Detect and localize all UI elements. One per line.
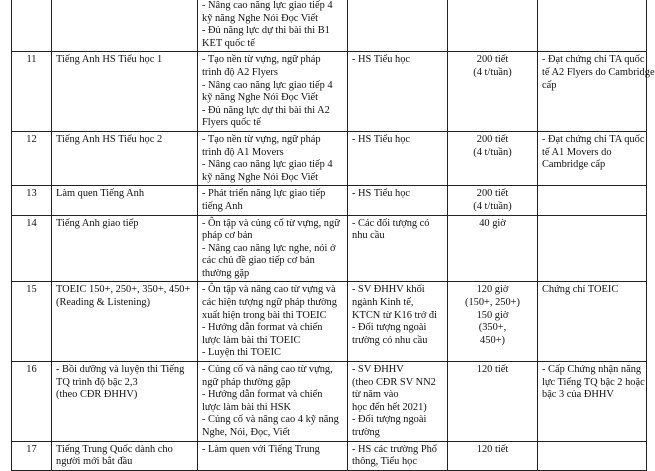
row-number-cell — [12, 441, 52, 470]
cell-line: (150+, 250+) — [464, 297, 520, 309]
cell-line: các hiện tượng ngữ pháp thường — [202, 297, 337, 309]
course-content-cell — [198, 186, 348, 215]
target-audience-cell — [348, 0, 448, 52]
course-content-cell — [198, 52, 348, 132]
cell-line: kỹ năng Nghe Nói Đọc Viết — [202, 12, 319, 24]
cell-line: Làm quen Tiếng Anh — [56, 188, 145, 200]
cell-line: 17 — [26, 443, 37, 455]
course-name-cell — [52, 52, 198, 132]
cell-line: - Tạo nền từ vựng, ngữ pháp — [202, 54, 321, 66]
cell-line: tế A1 Movers do — [542, 146, 612, 158]
cell-line: Tiếng Trung Quốc dành cho — [56, 443, 173, 455]
cell-line: (theo CĐR ĐHHV) — [56, 389, 138, 401]
cell-line: tiếng Anh — [202, 200, 243, 212]
cell-line: 14 — [26, 217, 37, 229]
cell-line: TQ trình độ bậc 2,3 — [56, 376, 138, 388]
cell-line: - Đạt chứng chỉ TA quốc — [542, 54, 645, 66]
cell-line: 15 — [26, 284, 37, 296]
course-content-cell — [198, 0, 348, 52]
cell-line: KET quốc tế — [202, 37, 255, 49]
cell-line: các chủ đề giao tiếp cơ bản — [202, 255, 315, 267]
cell-line: - Nâng cao năng lực giao tiếp 4 — [202, 79, 333, 91]
target-audience-cell — [348, 215, 448, 282]
table-row — [12, 131, 647, 185]
cell-line: Chứng chỉ TOEIC — [542, 284, 619, 296]
cell-line: Tiếng Anh giao tiếp — [56, 217, 139, 229]
target-audience-cell — [348, 131, 448, 185]
cell-line: lực Tiếng TQ bậc 2 hoặc — [542, 376, 645, 388]
row-number-cell — [12, 52, 52, 132]
cell-line: - Đủ năng lực dự thi bài thi B1 — [202, 25, 330, 37]
cell-line: 120 tiết — [476, 364, 509, 376]
table-row — [12, 52, 647, 132]
cell-line: - Làm quen với Tiếng Trung — [202, 443, 320, 455]
cell-line: 13 — [26, 188, 37, 200]
cell-line: - Đạt chứng chỉ TA quốc — [542, 133, 645, 145]
cell-line: trình độ A2 Flyers — [202, 66, 278, 78]
cell-line: - Củng cố và nâng cao 4 kỹ năng — [202, 414, 339, 426]
cell-line: (4 t/tuần) — [473, 146, 512, 158]
table-row — [12, 0, 647, 52]
target-audience-cell — [348, 441, 448, 470]
cell-line: tế A2 Flyers do Cambridge — [542, 66, 655, 78]
cell-line: - Củng cố và nâng cao từ vựng, — [202, 364, 333, 376]
cell-line: ngữ pháp thường gặp — [202, 376, 291, 388]
course-table-body — [12, 0, 655, 470]
cell-line: bậc 3 của ĐHHV — [542, 389, 614, 401]
certificate-cell — [538, 362, 647, 442]
duration-cell — [448, 282, 538, 362]
table-row — [12, 441, 647, 470]
course-name-cell — [52, 215, 198, 282]
course-content-cell — [198, 441, 348, 470]
table-row — [12, 215, 647, 282]
course-name-cell — [52, 131, 198, 185]
course-name-cell — [52, 282, 198, 362]
cell-line: - Phát triển năng lực giao tiếp — [202, 188, 326, 200]
cell-line: (theo CĐR SV NN2 — [352, 376, 436, 388]
cell-line: kỹ năng Nghe Nói Đọc Viết — [202, 171, 319, 183]
row-number-cell — [12, 282, 52, 362]
cell-line: 200 tiết — [476, 188, 509, 200]
table-row — [12, 282, 647, 362]
duration-cell — [448, 186, 538, 215]
cell-line: 200 tiết — [476, 133, 509, 145]
cell-line: từ năm vào — [352, 389, 399, 401]
course-name-cell — [52, 0, 198, 52]
cell-line: người mới bắt đầu — [56, 456, 133, 468]
cell-line: - Đủ năng lực dự thi bài thi A2 — [202, 104, 330, 116]
cell-line: Tiếng Anh HS Tiểu học 1 — [56, 54, 163, 66]
cell-line: trường — [352, 427, 380, 438]
certificate-cell — [538, 52, 655, 132]
cell-line: - Nâng cao năng lực giao tiếp 4 — [202, 0, 333, 11]
cell-line: xuất hiện trong bài thi TOEIC — [202, 309, 327, 321]
cell-line: TOEIC 150+, 250+, 350+, 450+ — [56, 284, 191, 296]
duration-cell — [448, 441, 538, 470]
course-name-cell — [52, 362, 198, 442]
cell-line: 11 — [26, 54, 37, 66]
cell-line: - HS Tiểu học — [352, 133, 411, 145]
target-audience-cell — [348, 52, 448, 132]
cell-line: 150 giờ — [476, 309, 509, 321]
duration-cell — [448, 362, 538, 442]
row-number-cell — [12, 186, 52, 215]
cell-line: thông, Tiểu học — [352, 456, 417, 468]
cell-line: - SV ĐHHV khối — [352, 284, 425, 296]
duration-cell — [448, 215, 538, 282]
cell-line: 120 tiết — [476, 443, 509, 455]
cell-line: lược làm bài thi HSK — [202, 401, 292, 413]
cell-line: - HS các trường Phổ — [352, 443, 438, 455]
target-audience-cell — [348, 362, 448, 442]
duration-cell — [448, 131, 538, 185]
certificate-cell — [538, 441, 647, 470]
certificate-cell — [538, 282, 647, 362]
cell-line: - SV ĐHHV — [352, 364, 404, 376]
table-row — [12, 362, 647, 442]
duration-cell — [448, 0, 538, 52]
cell-line: lược làm bài thi TOEIC — [202, 334, 301, 346]
cell-line: học đến hết 2021) — [352, 401, 427, 413]
cell-line: - Tạo nền từ vựng, ngữ pháp — [202, 133, 321, 145]
row-number-cell — [12, 215, 52, 282]
cell-line: - Hướng dẫn format và chiến — [202, 322, 323, 334]
certificate-cell — [538, 186, 647, 215]
cell-line: Flyers quốc tế — [202, 117, 261, 129]
cell-line: - HS Tiểu học — [352, 54, 411, 66]
course-content-cell — [198, 131, 348, 185]
cell-line: Nghe, Nói, Đọc, Viết — [202, 427, 291, 438]
duration-cell — [448, 52, 538, 132]
cell-line: 12 — [26, 133, 37, 145]
cell-line: (4 t/tuần) — [473, 200, 512, 212]
course-content-cell — [198, 282, 348, 362]
cell-line: - Ôn tập và củng cố từ vựng, ngữ — [202, 217, 340, 229]
cell-line: - Các đối tượng có — [352, 217, 430, 229]
cell-line: (4 t/tuần) — [473, 66, 512, 78]
cell-line: KTCN từ K16 trở đi — [352, 309, 438, 321]
table-row — [12, 186, 647, 215]
cell-line: cấp — [542, 79, 557, 91]
cell-line: Tiếng Anh HS Tiểu học 2 — [56, 133, 163, 145]
certificate-cell — [538, 215, 647, 282]
cell-line: trường có nhu cầu — [352, 334, 428, 346]
row-number-cell — [12, 0, 52, 52]
cell-line: 40 giờ — [479, 217, 506, 229]
cell-line: - Đối tượng ngoài — [352, 322, 427, 334]
cell-line: (Reading & Listening) — [56, 297, 151, 309]
course-content-cell — [198, 362, 348, 442]
certificate-cell — [538, 131, 647, 185]
cell-line: - Nâng cao năng lực giao tiếp 4 — [202, 159, 333, 171]
cell-line: - Đối tượng ngoài — [352, 414, 427, 426]
cell-line: - Nâng cao năng lực nghe, nói ở — [202, 242, 336, 254]
cell-line: - HS Tiểu học — [352, 188, 411, 200]
cell-line: kỹ năng Nghe Nói Đọc Viết — [202, 92, 319, 104]
cell-line: - Bồi dưỡng và luyện thi Tiếng — [56, 364, 185, 376]
target-audience-cell — [348, 282, 448, 362]
cell-line: Cambridge cấp — [542, 159, 606, 171]
cell-line: 16 — [26, 364, 37, 376]
row-number-cell — [12, 131, 52, 185]
cell-line: - Ôn tập và nâng cao từ vựng và — [202, 284, 336, 296]
cell-line: 200 tiết — [476, 54, 509, 66]
course-table — [11, 0, 655, 471]
cell-line: trình độ A1 Movers — [202, 146, 284, 158]
cell-line: 120 giờ — [476, 284, 509, 296]
cell-line: thường gặp — [202, 267, 250, 279]
cell-line: - Luyện thi TOEIC — [202, 347, 281, 359]
target-audience-cell — [348, 186, 448, 215]
cell-line: 450+) — [480, 334, 505, 346]
row-number-cell — [12, 362, 52, 442]
course-name-cell — [52, 186, 198, 215]
cell-line: - Cấp Chứng nhận năng — [542, 364, 642, 376]
certificate-cell — [538, 0, 647, 52]
course-name-cell — [52, 441, 198, 470]
cell-line: (350+, — [478, 322, 507, 334]
course-content-cell — [198, 215, 348, 282]
cell-line: pháp cơ bản — [202, 230, 253, 242]
cell-line: nhu cầu — [352, 230, 385, 242]
cell-line: - Hướng dẫn format và chiến — [202, 389, 323, 401]
cell-line: ngành Kinh tế, — [352, 297, 414, 309]
